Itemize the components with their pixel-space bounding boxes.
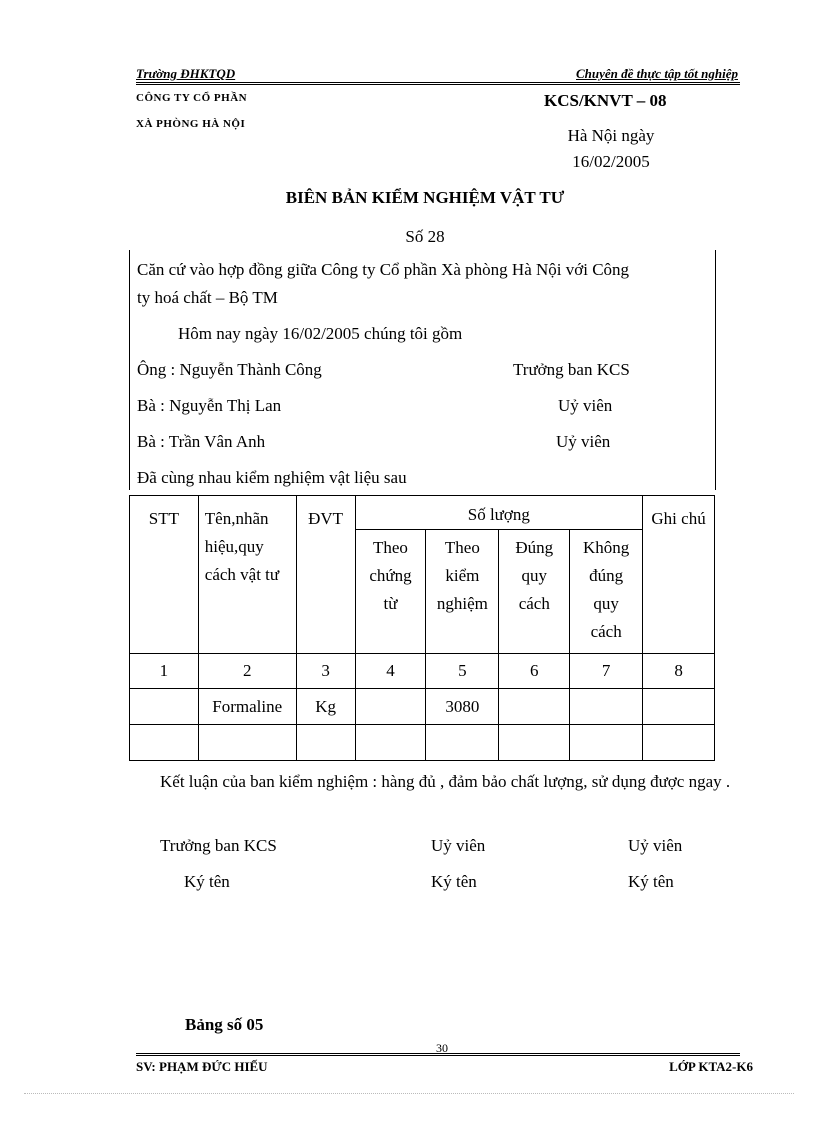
basis-line1: Căn cứ vào hợp đồng giữa Công ty Cổ phần Xà phòng Hà Nội với Công: [137, 260, 630, 279]
header-by-inspection: Theo kiểm nghiệm: [426, 530, 499, 654]
cell-stt: [130, 725, 199, 761]
col-number-3: 3: [296, 654, 355, 689]
header-note: Ghi chú: [643, 496, 715, 654]
cell-unit: [296, 725, 355, 761]
signature-sign-3: Ký tên: [628, 872, 674, 891]
col-number-6: 6: [499, 654, 570, 689]
cell-incorrect-spec: [570, 689, 643, 725]
cell-by-document: [355, 725, 426, 761]
inspection-table: [129, 495, 715, 761]
member-name-3: Bà : Trần Vân Anh: [137, 432, 266, 451]
col-number-7: 7: [570, 654, 643, 689]
cell-by-inspection: [426, 725, 499, 761]
cell-material-name: [198, 725, 296, 761]
cell-incorrect-spec: [570, 725, 643, 761]
member-role-3: Uỷ viên: [556, 432, 611, 451]
cell-note: [643, 725, 715, 761]
header-unit: ĐVT: [296, 496, 355, 654]
table-row: [130, 725, 715, 761]
cell-stt: [130, 689, 199, 725]
document-number: Số 28: [405, 227, 445, 246]
document-code: KCS/KNVT – 08: [544, 91, 667, 110]
col-number-1: 1: [130, 654, 199, 689]
date-line1: Hà Nội ngày: [567, 126, 655, 145]
table-row: [130, 689, 715, 725]
page-number: 30: [436, 1041, 448, 1055]
table-caption: Bảng số 05: [185, 1015, 264, 1034]
col-number-8: 8: [643, 654, 715, 689]
cell-by-document: [355, 689, 426, 725]
footer-divider: [136, 1053, 740, 1054]
document-date: [540, 123, 682, 175]
signature-role-1: Trưởng ban KCS: [160, 836, 277, 855]
header-school: Trường ĐHKTQD: [136, 66, 236, 81]
cell-note: [643, 689, 715, 725]
member-role-1: Trưởng ban KCS: [513, 360, 630, 379]
inspected-line: Đã cùng nhau kiểm nghiệm vật liệu sau: [137, 468, 407, 487]
signature-sign-1: Ký tên: [184, 872, 230, 891]
header-by-document: Theo chứng từ: [355, 530, 426, 654]
cell-by-inspection: 3080: [426, 689, 499, 725]
footer-student: SV: PHẠM ĐỨC HIẾU: [136, 1059, 268, 1074]
header-correct-spec: Đúng quy cách: [499, 530, 570, 654]
basis-line2: ty hoá chất – Bộ TM: [137, 288, 278, 307]
page-edge-dots: [24, 1093, 794, 1094]
header-name: Tên,nhãn hiệu,quy cách vật tư: [198, 496, 296, 654]
member-role-2: Uỷ viên: [558, 396, 613, 415]
header-quantity: Số lượng: [355, 496, 643, 530]
member-name-2: Bà : Nguyễn Thị Lan: [137, 396, 282, 415]
cell-unit: Kg: [296, 689, 355, 725]
footer-class: LỚP KTA2-K6: [669, 1059, 753, 1074]
company-name-line2: XÀ PHÒNG HÀ NỘI: [136, 118, 246, 130]
cell-correct-spec: [499, 725, 570, 761]
date-line2: 16/02/2005: [572, 152, 650, 171]
footer-divider-2: [136, 1055, 740, 1056]
col-number-2: 2: [198, 654, 296, 689]
header-incorrect-spec: Không đúng quy cách: [570, 530, 643, 654]
member-name-1: Ông : Nguyễn Thành Công: [137, 360, 322, 379]
cell-correct-spec: [499, 689, 570, 725]
col-number-4: 4: [355, 654, 426, 689]
signature-role-3: Uỷ viên: [628, 836, 683, 855]
header-report-type: Chuyên đề thực tập tốt nghiệp: [576, 66, 738, 81]
conclusion: Kết luận của ban kiểm nghiệm : hàng đủ , đảm bảo chất lượng, sử dụng được ngay .: [160, 772, 731, 791]
document-title: BIÊN BẢN KIỂM NGHIỆM VẬT TƯ: [285, 188, 565, 207]
cell-material-name: Formaline: [198, 689, 296, 725]
header-stt: STT: [130, 496, 199, 654]
today-line: Hôm nay ngày 16/02/2005 chúng tôi gồm: [178, 324, 463, 343]
signature-role-2: Uỷ viên: [431, 836, 486, 855]
header-divider: [136, 82, 740, 83]
header-divider-2: [136, 84, 740, 85]
col-number-5: 5: [426, 654, 499, 689]
content-box: [129, 250, 716, 490]
signature-sign-2: Ký tên: [431, 872, 477, 891]
company-name-line1: CÔNG TY CỔ PHẦN: [136, 92, 248, 104]
